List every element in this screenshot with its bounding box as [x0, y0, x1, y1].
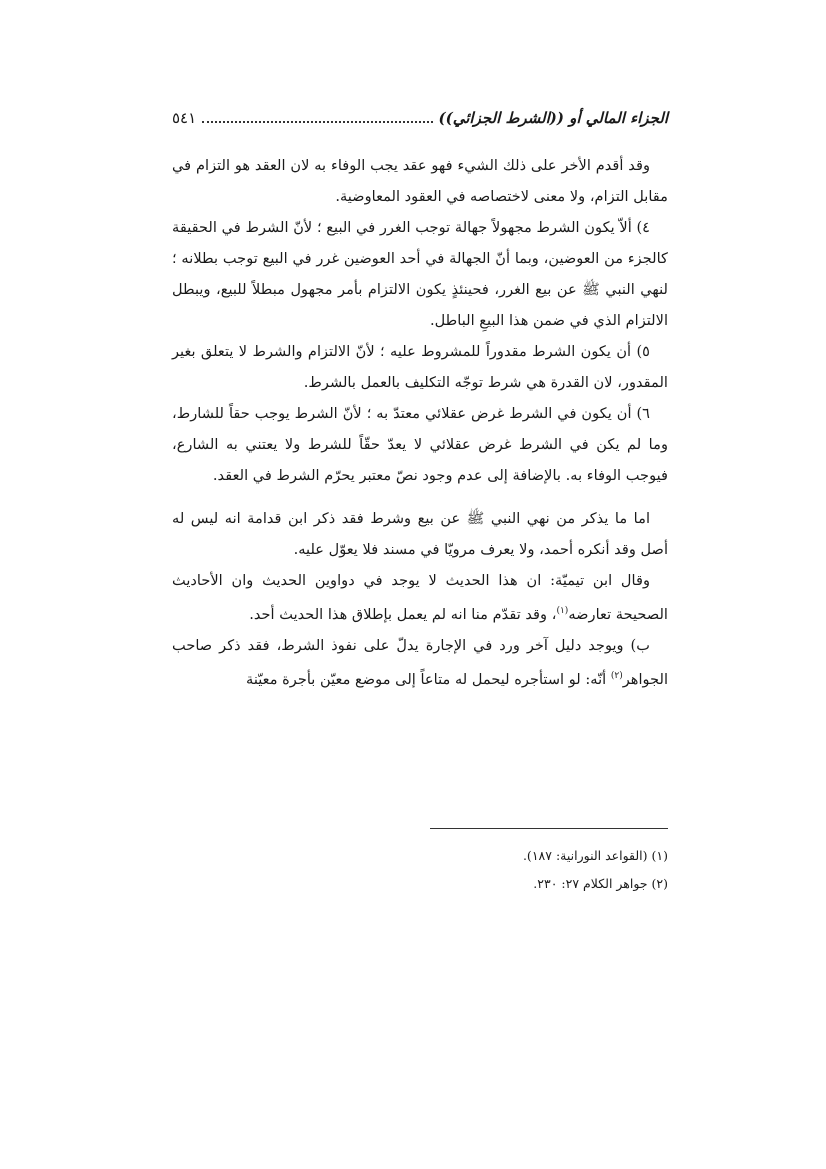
footnotes — [172, 842, 668, 898]
page-number: ٥٤١ — [172, 109, 197, 127]
paragraph: ٦) أن يكون في الشرط غرض عقلائي معتدّ به ؛ لأنّ الشرط يوجب حقاً للشارط، وما لم يكن في الشرط غرض عقلائي لا يعدّ حقّاً للشرط ولا يعتني به الشارع، فيوجب الوفاء به. بالإضافة إلى عدم وجود نصّ معتبر يحرّم الشرط في العقد. — [172, 405, 668, 484]
main-text — [172, 150, 668, 695]
paragraph: ٥) أن يكون الشرط مقدوراً للمشروط عليه ؛ لأنّ الالتزام والشرط لا يتعلق بغير المقدور، لان القدرة هي شرط توجّه التكليف بالعمل بالشرط. — [172, 343, 668, 391]
running-title: الجزاء المالي أو ((الشرط الجزائي)) — [438, 109, 668, 127]
footnote: (٢) جواهر الكلام ٢٧: ٢٣٠. — [533, 876, 668, 891]
paragraph-text-tail: أنّه: لو استأجره ليحمل له متاعاً إلى موضع معيّن بأجرة معيّنة — [246, 670, 611, 688]
paragraph: ٤) ألاّ يكون الشرط مجهولاً جهالة توجب الغرر في البيع ؛ لأنّ الشرط في الحقيقة كالجزء من العوضين، وبما أنّ الجهالة في أحد العوضين غرر في البيع توجب بطلانه ؛ لنهي النبي ﷺ عن بيع الغرر، فحينئذٍ يكون الالتزام بأمر مجهول مبطلاً للبيع، ويبطل الالتزام الذي في ضمن هذا البيعِ الباطل. — [172, 219, 668, 329]
footnote: (١) (القواعد النورانية: ١٨٧). — [522, 848, 668, 863]
paragraph — [172, 565, 668, 630]
paragraph-text-tail: ، وقد تقدّم منا انه لم يعمل بإطلاق هذا الحديث أحد. — [249, 605, 557, 623]
footnote-divider — [430, 828, 668, 829]
paragraph-text: ب) ويوجد دليل آخر ورد في الإجارة يدلّ على نفوذ الشرط، فقد ذكر صاحب الجواهر — [172, 636, 668, 688]
paragraph: اما ما يذكر من نهي النبي ﷺ عن بيع وشرط فقد ذكر ابن قدامة انه ليس له أصل وقد أنكره أحمد، ولا يعرف مرويّا في مسند فلا يعوّل عليه. — [172, 510, 668, 558]
page-header — [172, 92, 668, 126]
paragraph — [172, 630, 668, 695]
footnote-reference: (٢) — [610, 670, 623, 681]
paragraph: وقد أقدم الأخر على ذلك الشيء فهو عقد يجب الوفاء به لان العقد هو التزام في مقابل التزام، ولا معنى لاختصاصه في العقود المعاوضية. — [172, 157, 668, 205]
dotted-leader — [202, 121, 432, 123]
footnote-reference: (١) — [556, 606, 569, 616]
paragraph-text: وقال ابن تيميّة: ان هذا الحديث لا يوجد في دواوين الحديث وان الأحاديث الصحيحة تعارضه — [172, 572, 668, 623]
